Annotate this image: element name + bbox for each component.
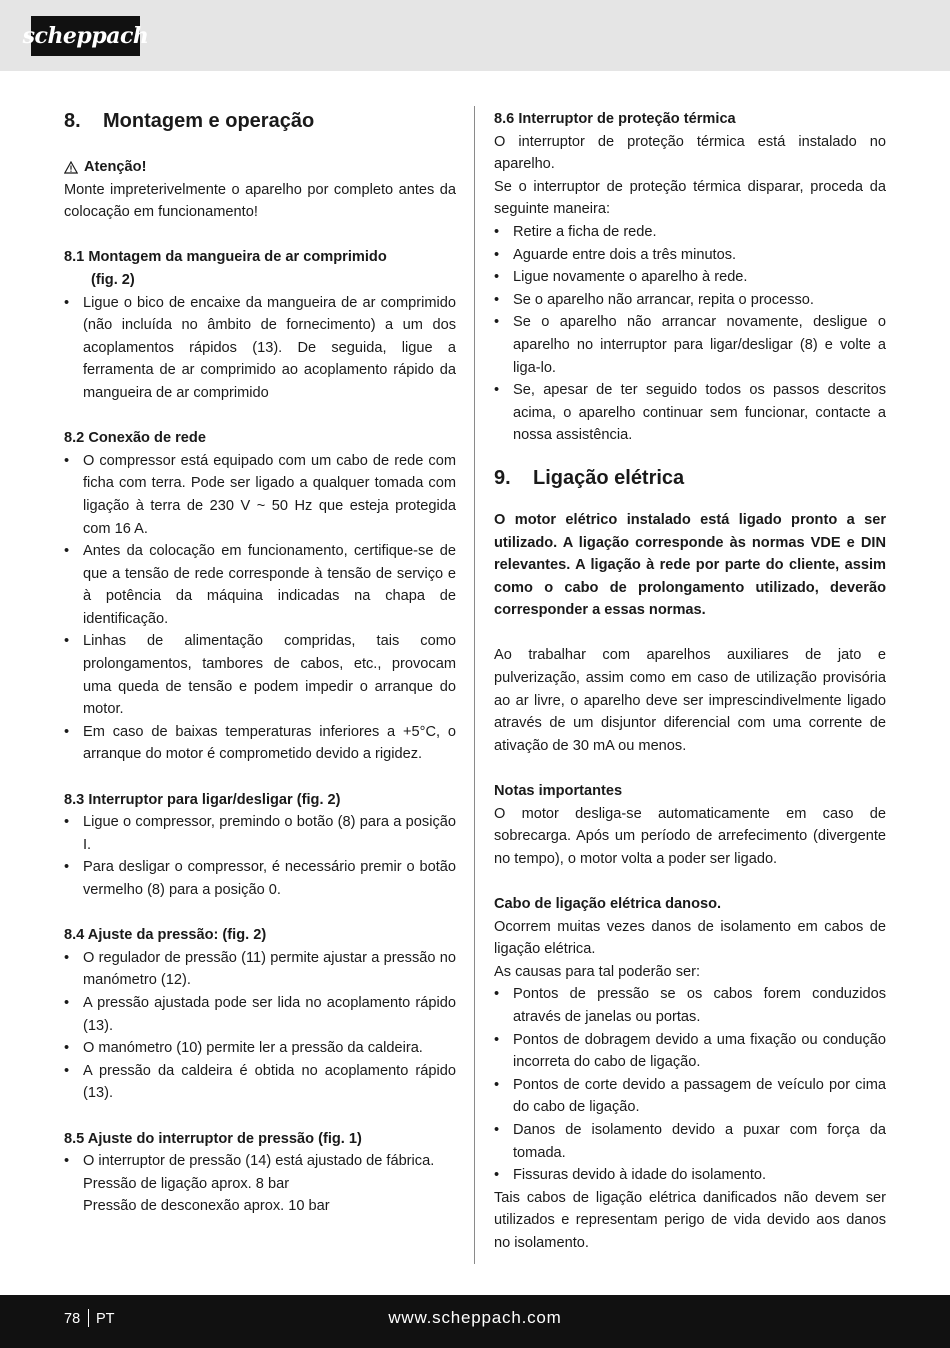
logo-text: scheppach xyxy=(22,23,149,49)
column-divider xyxy=(474,106,475,1264)
list-item: • Antes da colocação em funcionamento, certifique-se de que a tensão de rede corresponde à tensão de serviço e à potência da máquina indicadas na chapa de identificação. xyxy=(64,540,456,630)
section-8-1-fig: (fig. 2) xyxy=(91,271,135,288)
warning-icon xyxy=(64,161,78,174)
attention-text: Monte impreterivelmente o aparelho por completo antes da colocação em funcionamento! xyxy=(64,181,456,221)
section-8-4-title: 8.4 Ajuste da pressão: (fig. 2) xyxy=(64,927,267,944)
list-item: • A pressão ajustada pode ser lida no acoplamento rápido (13). xyxy=(64,992,456,1037)
section-8-6-title: 8.6 Interruptor de proteção térmica xyxy=(494,111,736,127)
section-9-number: 9. xyxy=(494,466,511,489)
section-8-number: 8. xyxy=(64,110,81,132)
section-9-heading xyxy=(494,465,886,491)
list-item: • Ligue o compressor, premindo o botão (8) para a posição I. xyxy=(64,811,456,856)
section-8-2-title: 8.2 Conexão de rede xyxy=(64,430,206,447)
section-8-5-title: 8.5 Ajuste do interruptor de pressão (fig. 1) xyxy=(64,1130,362,1147)
section-8-title: Montagem e operação xyxy=(103,110,315,132)
page-number: 78 xyxy=(64,1311,81,1327)
electrical-notice: O motor elétrico instalado está ligado pronto a ser utilizado. A ligação corresponde às normas VDE e DIN relevantes. A ligação à rede por parte do cliente, assim como o cabo de prolongamento utilizado, deverão corresponder a essas normas. xyxy=(494,511,886,619)
scheppach-logo xyxy=(22,16,149,56)
important-notes-title: Notas importantes xyxy=(494,783,623,800)
list-item: • Para desligar o compressor, é necessário premir o botão vermelho (8) para a posição 0. xyxy=(64,856,456,901)
section-8-3-title: 8.3 Interruptor para ligar/desligar (fig. 2) xyxy=(64,791,341,808)
list-item: • Pontos de dobragem devido a uma fixação ou condução incorreta do cabo de ligação. xyxy=(494,1029,886,1074)
paragraph: Ocorrem muitas vezes danos de isolamento em cabos de ligação elétrica. xyxy=(494,918,886,958)
footer-band xyxy=(0,1295,950,1348)
switch-on-pressure: Pressão de ligação aprox. 8 bar xyxy=(83,1175,290,1192)
list-item: • Fissuras devido à idade do isolamento. xyxy=(494,1164,886,1187)
list-item: • O manómetro (10) permite ler a pressão da caldeira. xyxy=(64,1037,456,1060)
damaged-cable-title: Cabo de ligação elétrica danoso. xyxy=(494,896,722,912)
list-item: • Pontos de pressão se os cabos forem conduzidos através de janelas ou portas. xyxy=(494,983,886,1028)
list-item: • Danos de isolamento devido a puxar com força da tomada. xyxy=(494,1119,886,1164)
list-item: • O interruptor de pressão (14) está ajustado de fábrica. xyxy=(64,1150,456,1173)
list-item: • Linhas de alimentação compridas, tais como prolongamentos, tambores de cabos, etc., provocam uma queda de tensão e podem impedir o arranque do motor. xyxy=(64,630,456,720)
header-band xyxy=(0,0,950,71)
list-item: • A pressão da caldeira é obtida no acoplamento rápido (13). xyxy=(64,1060,456,1105)
list-item: • Pontos de corte devido a passagem de veículo por cima do cabo de ligação. xyxy=(494,1074,886,1119)
website-link[interactable]: www.scheppach.com xyxy=(388,1308,562,1327)
left-column xyxy=(64,108,456,1218)
list-item: • Aguarde entre dois a três minutos. xyxy=(494,244,886,267)
list-item: • Ligue novamente o aparelho à rede. xyxy=(494,266,886,289)
section-8-1-title: 8.1 Montagem da mangueira de ar comprimido xyxy=(64,249,387,266)
paragraph: Tais cabos de ligação elétrica danificados não devem ser utilizados e representam perigo de vida devido aos danos no isolamento. xyxy=(494,1189,886,1251)
list-item: • Em caso de baixas temperaturas inferiores a +5°C, o arranque do motor é comprometido devido a rigidez. xyxy=(64,721,456,766)
paragraph: O motor desliga-se automaticamente em caso de sobrecarga. Após um período de arrefecimento (divergente no tempo), o motor volta a poder ser ligado. xyxy=(494,805,886,867)
list-item: • Retire a ficha de rede. xyxy=(494,221,886,244)
switch-off-pressure: Pressão de desconexão aprox. 10 bar xyxy=(83,1198,330,1215)
list-item: • Se o aparelho não arrancar novamente, desligue o aparelho no interruptor para ligar/desligar (8) e volte a liga-lo. xyxy=(494,311,886,379)
list-item: • Ligue o bico de encaixe da mangueira de ar comprimido (não incluída no âmbito de fornecimento) a um dos acoplamentos rápidos (13). De seguida, ligue a ferramenta de ar comprimido ao acoplamento rápido da mangueira de ar comprimido xyxy=(64,292,456,405)
page-language: PT xyxy=(96,1311,115,1327)
list-item: • Se o aparelho não arrancar, repita o processo. xyxy=(494,289,886,312)
paragraph: O interruptor de proteção térmica está instalado no aparelho. xyxy=(494,133,886,173)
paragraph: As causas para tal poderão ser: xyxy=(494,963,701,980)
list-item: • O compressor está equipado com um cabo de rede com ficha com terra. Pode ser ligado a qualquer tomada com ligação à terra de 230 V ~ 50 Hz que esteja protegida com 16 A. xyxy=(64,450,456,540)
section-9-title: Ligação elétrica xyxy=(533,466,685,489)
attention-heading xyxy=(64,156,456,179)
paragraph: Se o interruptor de proteção térmica disparar, proceda da seguinte maneira: xyxy=(494,178,886,218)
attention-label: Atenção! xyxy=(84,159,147,175)
list-item: • Se, apesar de ter seguido todos os passos descritos acima, o aparelho continuar sem funcionar, contacte a nossa assistência. xyxy=(494,379,886,447)
paragraph: Ao trabalhar com aparelhos auxiliares de jato e pulverização, assim como em caso de utilização provisória ao ar livre, o aparelho deve ser imprescindivelmente ligado através de um disjuntor diferencial com uma corrente de ativação de 30 mA ou menos. xyxy=(494,647,886,754)
list-item: • O regulador de pressão (11) permite ajustar a pressão no manómetro (12). xyxy=(64,947,456,992)
section-8-heading xyxy=(64,108,456,134)
right-column xyxy=(494,108,886,1255)
